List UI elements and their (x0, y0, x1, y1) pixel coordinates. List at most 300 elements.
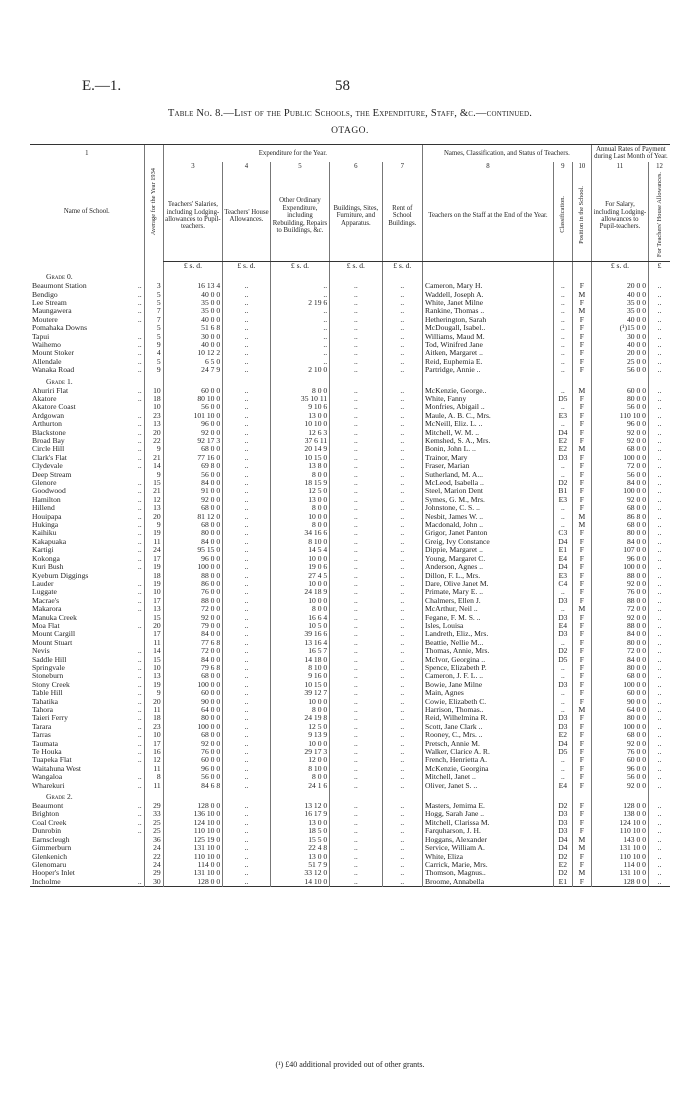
table-row (30, 437, 670, 445)
cell-rent: .. (382, 420, 423, 428)
cell-house-allowance: .. (223, 878, 271, 887)
leader-dots: .. (137, 605, 142, 614)
cell-rate-house: .. (648, 639, 670, 647)
cell-average: 36 (144, 836, 163, 844)
cell-position: F (572, 366, 591, 374)
cell-rate-salary: 138 0 0 (591, 810, 648, 818)
cell-school-name (30, 802, 144, 810)
cell-house-allowance: .. (223, 496, 271, 504)
table-row (30, 869, 670, 877)
cell-house-allowance: .. (223, 844, 271, 852)
school-name: Incholme (32, 877, 61, 886)
school-name: Circle Hill (32, 445, 65, 454)
leader-dots: .. (137, 818, 142, 827)
cell-average: 23 (144, 723, 163, 731)
grade-heading-cell (30, 375, 144, 387)
cell-rate-house: .. (648, 412, 670, 420)
cell-rate-salary: 40 0 0 (591, 341, 648, 349)
cell-position: F (572, 689, 591, 697)
cell-average: 4 (144, 349, 163, 357)
cell-rent: .. (382, 656, 423, 664)
grade-spacer (423, 790, 554, 802)
table-row (30, 307, 670, 315)
cell-rate-house: .. (648, 307, 670, 315)
cell-school-name (30, 282, 144, 290)
cell-rent: .. (382, 366, 423, 374)
cell-classification: .. (553, 765, 572, 773)
cell-average: 21 (144, 454, 163, 462)
cell-buildings: .. (330, 756, 382, 764)
cell-rate-house: .. (648, 647, 670, 655)
cell-rate-salary: 80 0 0 (591, 395, 648, 403)
cell-rate-salary: 92 0 0 (591, 429, 648, 437)
cell-salaries: 114 0 0 (163, 861, 222, 869)
cell-school-name (30, 597, 144, 605)
grade-spacer (163, 375, 222, 387)
col-num-7: 7 (382, 162, 423, 171)
cell-position: F (572, 412, 591, 420)
cell-salaries: 80 0 0 (163, 529, 222, 537)
cell-other-expenditure: 15 5 0 (270, 836, 329, 844)
cell-average: 19 (144, 681, 163, 689)
leader-dots: .. (137, 521, 142, 530)
cell-teacher: Williams, Maud M. (423, 333, 554, 341)
cell-house-allowance: .. (223, 572, 271, 580)
cell-average: 5 (144, 333, 163, 341)
leader-dots: .. (137, 773, 142, 782)
cell-average: 11 (144, 782, 163, 790)
cell-teacher: Young, Margaret C. (423, 555, 554, 563)
cell-rate-salary: 110 10 0 (591, 853, 648, 861)
leader-dots: .. (137, 428, 142, 437)
cell-school-name (30, 307, 144, 315)
school-name: Mount Stoker (32, 349, 74, 358)
cell-position: F (572, 656, 591, 664)
cell-teacher: Partridge, Annie .. (423, 366, 554, 374)
cell-rent: .. (382, 878, 423, 887)
expenditure-group-header: Expenditure for the Year. (163, 145, 422, 162)
cell-classification: .. (553, 689, 572, 697)
leader-dots: .. (137, 877, 142, 886)
cell-house-allowance: .. (223, 282, 271, 290)
cell-house-allowance: .. (223, 462, 271, 470)
cell-house-allowance: .. (223, 773, 271, 781)
cell-classification: .. (553, 639, 572, 647)
table-row (30, 445, 670, 453)
cell-classification: .. (553, 358, 572, 366)
cell-average: 24 (144, 861, 163, 869)
cell-buildings: .. (330, 420, 382, 428)
col-other-expenditure: Other Ordinary Expenditure, including Rebuilding, Repairs to Buildings, &c. (270, 171, 329, 261)
cell-buildings: .. (330, 605, 382, 613)
cell-house-allowance: .. (223, 647, 271, 655)
table-row (30, 748, 670, 756)
col-salaries: Teachers' Salaries, including Lodging-allowances to Pupil-teachers. (163, 171, 222, 261)
school-name: Lee Stream (32, 298, 67, 307)
cell-salaries: 68 0 0 (163, 731, 222, 739)
region-heading: OTAGO. (331, 126, 369, 136)
cell-position: M (572, 513, 591, 521)
cell-classification: .. (553, 756, 572, 764)
cell-classification: C3 (553, 529, 572, 537)
cell-rent: .. (382, 869, 423, 877)
cell-buildings: .. (330, 765, 382, 773)
cell-other-expenditure: 10 0 0 (270, 698, 329, 706)
cell-rate-salary: 90 0 0 (591, 698, 648, 706)
cell-school-name (30, 639, 144, 647)
cell-position: F (572, 614, 591, 622)
cell-teacher: Johnstone, C. S. .. (423, 504, 554, 512)
table-row (30, 802, 670, 810)
leader-dots: .. (137, 487, 142, 496)
table-row (30, 580, 670, 588)
cell-house-allowance: .. (223, 861, 271, 869)
cell-rate-house: .. (648, 366, 670, 374)
cell-rent: .. (382, 291, 423, 299)
school-name: Houipapa (32, 512, 62, 521)
cell-average: 25 (144, 827, 163, 835)
leader-dots: .. (137, 453, 142, 462)
cell-classification: .. (553, 341, 572, 349)
cell-other-expenditure: 8 0 0 (270, 605, 329, 613)
cell-salaries: 124 10 0 (163, 819, 222, 827)
school-name: Tarras (32, 731, 51, 740)
cell-rate-house: .. (648, 496, 670, 504)
cell-other-expenditure: .. (270, 333, 329, 341)
cell-school-name (30, 358, 144, 366)
cell-classification: .. (553, 307, 572, 315)
cell-teacher: Bowie, Jane Milne (423, 681, 554, 689)
cell-salaries: 86 0 0 (163, 580, 222, 588)
cell-school-name (30, 681, 144, 689)
cell-school-name (30, 445, 144, 453)
cell-buildings: .. (330, 324, 382, 332)
cell-rent: .. (382, 538, 423, 546)
cell-school-name (30, 538, 144, 546)
cell-rate-salary: 40 0 0 (591, 316, 648, 324)
cell-rent: .. (382, 588, 423, 596)
cell-salaries: 77 16 0 (163, 454, 222, 462)
leader-dots: .. (137, 689, 142, 698)
leader-dots: .. (137, 827, 142, 836)
table-row (30, 878, 670, 887)
cell-other-expenditure: 2 10 0 (270, 366, 329, 374)
cell-house-allowance: .. (223, 810, 271, 818)
cell-classification: D2 (553, 853, 572, 861)
cell-salaries: 68 0 0 (163, 672, 222, 680)
cell-rent: .. (382, 689, 423, 697)
cell-rent: .. (382, 681, 423, 689)
cell-average: 7 (144, 316, 163, 324)
cell-position: M (572, 869, 591, 877)
cell-rent: .. (382, 429, 423, 437)
cell-school-name (30, 412, 144, 420)
table-row (30, 420, 670, 428)
cell-other-expenditure: .. (270, 341, 329, 349)
cell-school-name (30, 563, 144, 571)
cell-rate-salary: 128 0 0 (591, 802, 648, 810)
cell-school-name (30, 324, 144, 332)
cell-teacher: Landreth, Eliz., Mrs. (423, 630, 554, 638)
leader-dots: .. (137, 298, 142, 307)
cell-average: 9 (144, 445, 163, 453)
cell-position: F (572, 546, 591, 554)
cell-rent: .. (382, 819, 423, 827)
table-row (30, 462, 670, 470)
cell-school-name (30, 521, 144, 529)
cell-house-allowance: .. (223, 836, 271, 844)
cell-rate-salary: 80 0 0 (591, 714, 648, 722)
cell-rent: .. (382, 614, 423, 622)
cell-salaries: 72 0 0 (163, 605, 222, 613)
cell-teacher: Primate, Mary E. .. (423, 588, 554, 596)
cell-school-name (30, 366, 144, 374)
cell-position: F (572, 782, 591, 790)
cell-salaries: 91 0 0 (163, 487, 222, 495)
school-name: Hillend (32, 504, 55, 513)
school-name: Hooper's Inlet (32, 869, 75, 878)
cell-other-expenditure: 2 19 6 (270, 299, 329, 307)
school-name: Ardgowan (32, 411, 65, 420)
cell-house-allowance: .. (223, 454, 271, 462)
cell-rate-salary: 40 0 0 (591, 291, 648, 299)
cell-other-expenditure: 13 0 0 (270, 412, 329, 420)
cell-classification: .. (553, 349, 572, 357)
cell-school-name (30, 316, 144, 324)
cell-rent: .. (382, 740, 423, 748)
cell-salaries: 96 0 0 (163, 765, 222, 773)
cell-rate-house: .. (648, 689, 670, 697)
leader-dots: .. (137, 802, 142, 811)
col-rate-house: For Teachers' House Allowances. (648, 171, 670, 261)
cell-other-expenditure: 13 12 0 (270, 802, 329, 810)
table-row (30, 756, 670, 764)
cell-buildings: .. (330, 647, 382, 655)
unit-label: £ s. d. (330, 261, 382, 270)
cell-salaries: 80 10 0 (163, 395, 222, 403)
cell-rate-salary: 76 0 0 (591, 748, 648, 756)
cell-rent: .. (382, 782, 423, 790)
cell-rent: .. (382, 454, 423, 462)
grade-heading-cell (30, 270, 144, 282)
cell-school-name (30, 773, 144, 781)
cell-house-allowance: .. (223, 706, 271, 714)
cell-average: 17 (144, 555, 163, 563)
table-row (30, 672, 670, 680)
cell-average: 11 (144, 765, 163, 773)
cell-classification: .. (553, 291, 572, 299)
cell-average: 19 (144, 563, 163, 571)
cell-school-name (30, 853, 144, 861)
cell-salaries: 128 0 0 (163, 802, 222, 810)
cell-classification: E4 (553, 622, 572, 630)
school-name: Table Hill (32, 689, 63, 698)
table-row (30, 773, 670, 781)
col-num-9: 9 (553, 162, 572, 171)
cell-rate-salary: 60 0 0 (591, 387, 648, 395)
cell-rate-salary: 84 0 0 (591, 656, 648, 664)
leader-dots: .. (137, 462, 142, 471)
cell-classification: D5 (553, 748, 572, 756)
cell-other-expenditure: 8 10 0 (270, 664, 329, 672)
cell-house-allowance: .. (223, 521, 271, 529)
cell-buildings: .. (330, 529, 382, 537)
cell-rate-house: .. (648, 324, 670, 332)
cell-teacher: Carrick, Marie, Mrs. (423, 861, 554, 869)
cell-school-name (30, 810, 144, 818)
cell-rate-salary: 64 0 0 (591, 706, 648, 714)
cell-salaries: 96 0 0 (163, 555, 222, 563)
cell-house-allowance: .. (223, 639, 271, 647)
cell-teacher: Nesbit, James W. .. (423, 513, 554, 521)
cell-rent: .. (382, 445, 423, 453)
cell-rate-salary: 84 0 0 (591, 479, 648, 487)
cell-buildings: .. (330, 782, 382, 790)
leader-dots: .. (137, 588, 142, 597)
col-num-11: 11 (591, 162, 648, 171)
cell-rate-salary: 25 0 0 (591, 358, 648, 366)
cell-rate-house: .. (648, 802, 670, 810)
cell-house-allowance: .. (223, 291, 271, 299)
cell-rent: .. (382, 639, 423, 647)
cell-school-name (30, 664, 144, 672)
cell-rate-salary: 84 0 0 (591, 630, 648, 638)
school-name: Hukinga (32, 521, 59, 530)
cell-position: F (572, 462, 591, 470)
leader-dots: .. (137, 529, 142, 538)
cell-classification: .. (553, 605, 572, 613)
cell-buildings: .. (330, 479, 382, 487)
cell-house-allowance: .. (223, 630, 271, 638)
leader-dots: .. (137, 315, 142, 324)
cell-salaries: 6 5 0 (163, 358, 222, 366)
school-name: Kaihiku (32, 529, 57, 538)
cell-teacher: Walker, Clarice A. R. (423, 748, 554, 756)
table-row (30, 387, 670, 395)
cell-teacher: White, Fanny (423, 395, 554, 403)
cell-house-allowance: .. (223, 504, 271, 512)
cell-buildings: .. (330, 513, 382, 521)
school-name: Waihemo (32, 340, 61, 349)
cell-buildings: .. (330, 546, 382, 554)
cell-classification: D3 (553, 614, 572, 622)
cell-house-allowance: .. (223, 588, 271, 596)
cell-buildings: .. (330, 802, 382, 810)
school-name: Tarara (32, 722, 52, 731)
cell-classification: .. (553, 324, 572, 332)
cell-rate-house: .. (648, 420, 670, 428)
cell-rent: .. (382, 605, 423, 613)
cell-house-allowance: .. (223, 529, 271, 537)
cell-school-name (30, 513, 144, 521)
cell-school-name (30, 689, 144, 697)
cell-average: 23 (144, 412, 163, 420)
cell-other-expenditure: 24 18 9 (270, 588, 329, 596)
table-row (30, 316, 670, 324)
grade-spacer (423, 375, 554, 387)
cell-rate-house: .. (648, 291, 670, 299)
table-row (30, 563, 670, 571)
cell-teacher: Greig, Ivy Constance (423, 538, 554, 546)
school-name: Springvale (32, 663, 65, 672)
table-row (30, 366, 670, 374)
cell-buildings: .. (330, 819, 382, 827)
cell-classification: D3 (553, 723, 572, 731)
cell-salaries: 72 0 0 (163, 647, 222, 655)
cell-salaries: 60 0 0 (163, 689, 222, 697)
cell-buildings: .. (330, 521, 382, 529)
cell-average: 18 (144, 572, 163, 580)
cell-buildings: .. (330, 827, 382, 835)
cell-salaries: 77 6 8 (163, 639, 222, 647)
cell-buildings: .. (330, 723, 382, 731)
cell-position: F (572, 664, 591, 672)
table-row (30, 403, 670, 411)
table-row (30, 538, 670, 546)
cell-school-name (30, 504, 144, 512)
cell-rate-salary: 88 0 0 (591, 622, 648, 630)
school-name: Wanaka Road (32, 366, 75, 375)
cell-house-allowance: .. (223, 403, 271, 411)
grade-spacer (270, 790, 329, 802)
cell-buildings: .. (330, 639, 382, 647)
cell-rate-house: .. (648, 521, 670, 529)
school-name: Luggate (32, 588, 57, 597)
school-name: Akatore (32, 394, 57, 403)
cell-rent: .. (382, 853, 423, 861)
leader-dots: .. (137, 411, 142, 420)
cell-house-allowance: .. (223, 366, 271, 374)
leader-dots: .. (137, 781, 142, 790)
cell-rate-salary: 35 0 0 (591, 299, 648, 307)
leader-dots: .. (137, 282, 142, 291)
cell-teacher: Cowie, Elizabeth C. (423, 698, 554, 706)
table-row (30, 513, 670, 521)
cell-other-expenditure: .. (270, 291, 329, 299)
cell-teacher: White, Eliza (423, 853, 554, 861)
cell-salaries: 131 10 0 (163, 844, 222, 852)
cell-average: 15 (144, 479, 163, 487)
cell-average: 5 (144, 291, 163, 299)
cell-rate-salary: 96 0 0 (591, 765, 648, 773)
cell-teacher: Sutherland, M. A... (423, 471, 554, 479)
cell-rate-salary: 124 10 0 (591, 819, 648, 827)
cell-rate-salary: 92 0 0 (591, 740, 648, 748)
grade-spacer (591, 375, 648, 387)
cell-buildings: .. (330, 366, 382, 374)
cell-school-name (30, 496, 144, 504)
cell-other-expenditure: 8 0 0 (270, 521, 329, 529)
table-row (30, 299, 670, 307)
cell-other-expenditure: 10 0 0 (270, 580, 329, 588)
cell-salaries: 79 0 0 (163, 622, 222, 630)
cell-teacher: White, Janet Milne (423, 299, 554, 307)
cell-salaries: 90 0 0 (163, 698, 222, 706)
cell-rent: .. (382, 706, 423, 714)
cell-rent: .. (382, 479, 423, 487)
cell-average: 33 (144, 810, 163, 818)
cell-teacher: Hetherington, Sarah (423, 316, 554, 324)
cell-buildings: .. (330, 316, 382, 324)
school-name: Clydevale (32, 462, 63, 471)
cell-buildings: .. (330, 471, 382, 479)
cell-buildings: .. (330, 504, 382, 512)
cell-rent: .. (382, 299, 423, 307)
cell-rent: .. (382, 307, 423, 315)
col-buildings: Buildings, Sites, Furniture, and Apparatus. (330, 171, 382, 261)
table-row (30, 504, 670, 512)
cell-rate-salary: 68 0 0 (591, 504, 648, 512)
